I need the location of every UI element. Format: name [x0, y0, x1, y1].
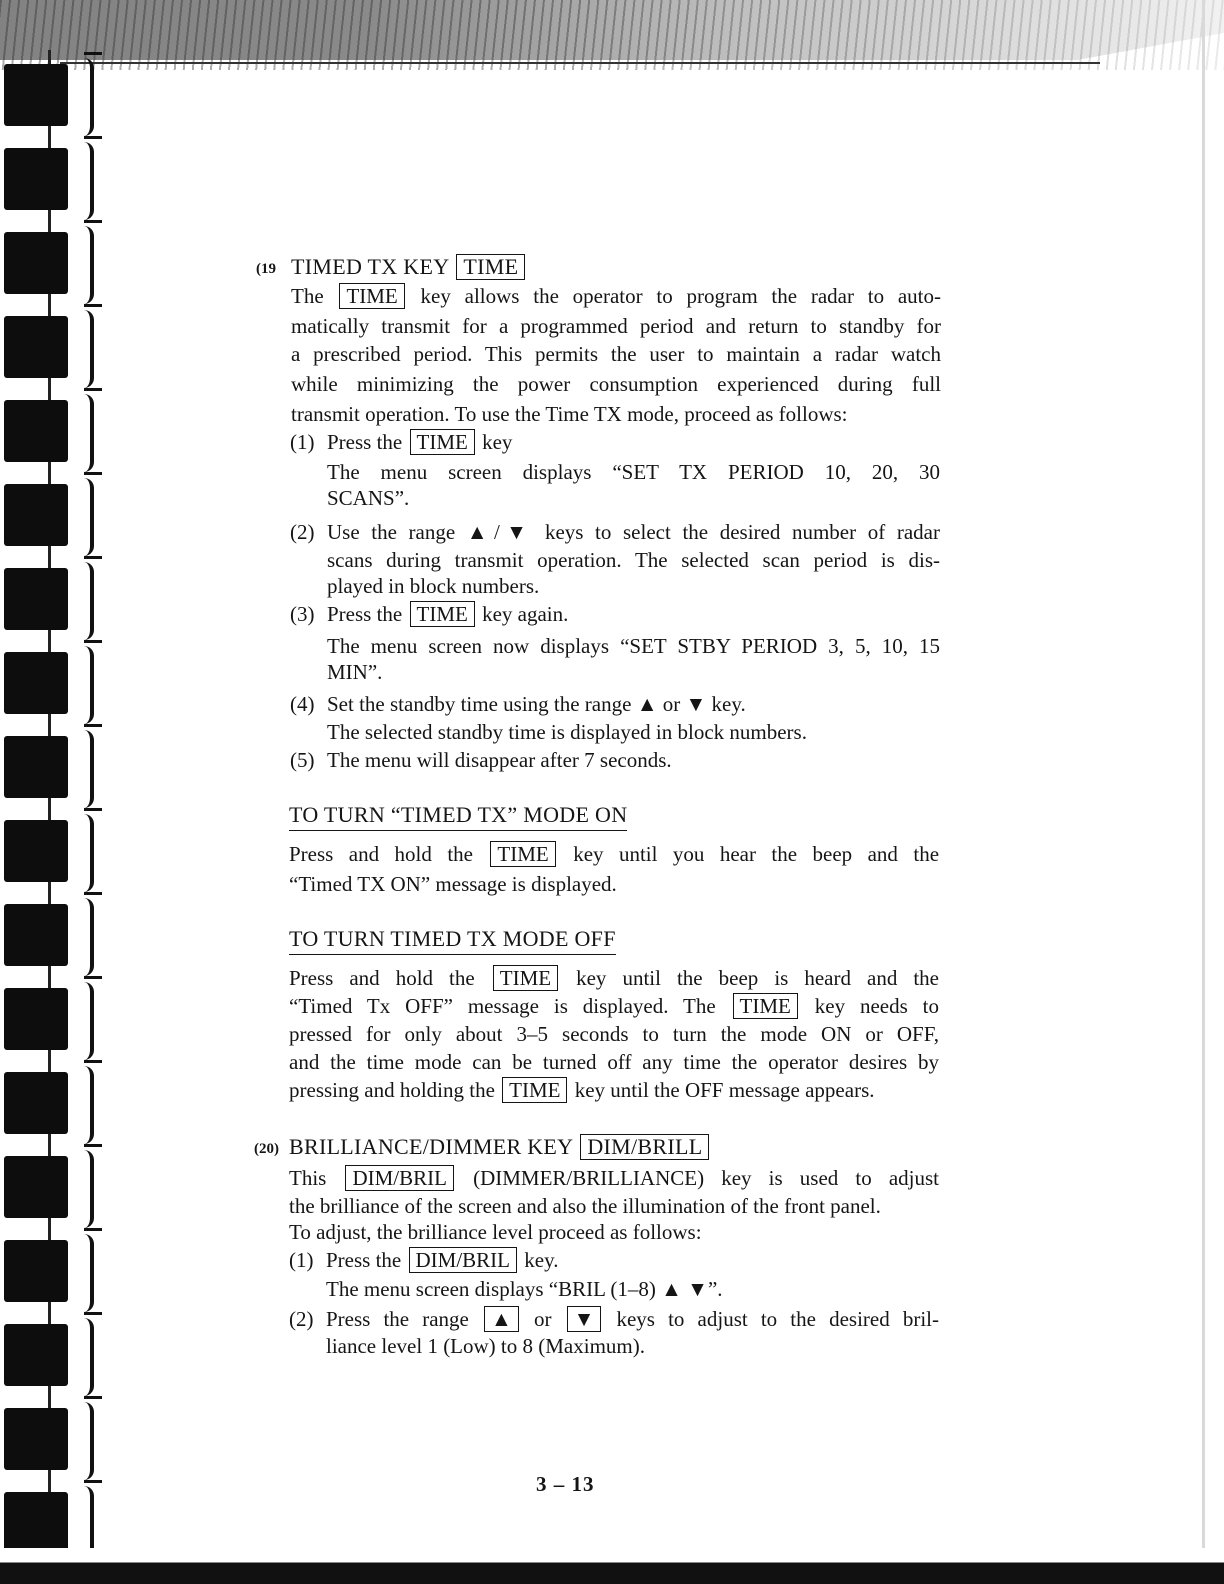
- text: key needs to: [814, 994, 940, 1018]
- text: The: [291, 284, 324, 308]
- text: (DIMMER/BRILLIANCE) key is used to adjust: [473, 1166, 940, 1190]
- step-5-number: (5): [290, 748, 315, 772]
- step-2-number: (2): [290, 520, 315, 544]
- page-number: 3 – 13: [536, 1472, 595, 1496]
- section-19-number: (19: [256, 261, 276, 277]
- turn-off-line-3: pressed for only about 3–5 seconds to turn the mode ON or OFF,: [289, 1022, 939, 1046]
- time-key-label: TIME: [410, 601, 475, 627]
- up-key-label: ▲: [484, 1306, 519, 1332]
- text: key allows the operator to program the radar to auto-: [420, 284, 942, 308]
- text: Press the range: [326, 1307, 469, 1331]
- turn-off-line-1: [289, 964, 939, 993]
- section-19-heading: [291, 254, 527, 280]
- step-1-desc-2: SCANS”.: [327, 486, 410, 510]
- turn-off-line-5: [289, 1076, 875, 1105]
- intro-line-3: a prescribed period. This permits the user to maintain a radar watch: [291, 342, 941, 366]
- section-20-line-1: [289, 1164, 939, 1193]
- text: key until the beep is heard and the: [576, 966, 940, 990]
- text: “Timed Tx OFF” message is displayed. The: [289, 994, 716, 1018]
- step-4-line-2: The selected standby time is displayed in block numbers.: [327, 720, 807, 744]
- text: Press the: [327, 430, 403, 454]
- time-key-label: TIME: [339, 283, 404, 309]
- text: or: [533, 1307, 552, 1331]
- step-4-line-1: Set the standby time using the range ▲ or ▼ key.: [327, 692, 746, 716]
- step-3-desc-1: The menu screen now displays “SET STBY PERIOD 3, 5, 10, 15: [327, 634, 940, 658]
- s20-step-1-number: (1): [289, 1248, 314, 1272]
- text: This: [289, 1166, 327, 1190]
- time-key-label: TIME: [493, 965, 558, 991]
- section-20-number: (20): [254, 1141, 279, 1157]
- step-1-line: [327, 428, 512, 457]
- intro-line-2: matically transmit for a programmed period and return to standby for: [291, 314, 941, 338]
- turn-off-heading: [289, 926, 616, 952]
- s20-step-2-line-1: [326, 1305, 939, 1334]
- section-20-heading: [289, 1134, 711, 1160]
- turn-on-line-1: [289, 840, 939, 869]
- text: keys to adjust to the desired bril-: [616, 1307, 940, 1331]
- text: Press and hold the: [289, 842, 473, 866]
- turn-off-heading-text: TO TURN TIMED TX MODE OFF: [289, 926, 616, 955]
- intro-line-5: transmit operation. To use the Time TX mode, proceed as follows:: [291, 402, 848, 426]
- step-5-line-1: The menu will disappear after 7 seconds.: [327, 748, 672, 772]
- turn-on-line-2: “Timed TX ON” message is displayed.: [289, 872, 617, 896]
- dim-brill-key-label: DIM/BRILL: [580, 1134, 709, 1160]
- text: key again.: [482, 602, 569, 626]
- text: Press and hold the: [289, 966, 475, 990]
- step-2-line-2: scans during transmit operation. The selected scan period is dis-: [327, 548, 940, 572]
- text: key.: [524, 1248, 559, 1272]
- text: Press the: [326, 1248, 402, 1272]
- turn-off-line-4: and the time mode can be turned off any time the operator desires by: [289, 1050, 939, 1074]
- time-key-label: TIME: [733, 993, 798, 1019]
- turn-on-heading-text: TO TURN “TIMED TX” MODE ON: [289, 802, 627, 831]
- s20-step-1-desc: The menu screen displays “BRIL (1–8) ▲ ▼”.: [326, 1277, 723, 1301]
- text: Press the: [327, 602, 403, 626]
- turn-off-line-2: [289, 992, 939, 1021]
- section-19-title: TIMED TX KEY: [291, 254, 449, 279]
- dim-bril-key-label: DIM/BRIL: [409, 1247, 518, 1273]
- step-3-desc-2: MIN”.: [327, 660, 383, 684]
- step-2-line-3: played in block numbers.: [327, 574, 540, 598]
- section-20-line-2: the brilliance of the screen and also the illumination of the front panel.: [289, 1194, 881, 1218]
- section-20-line-3: To adjust, the brilliance level proceed as follows:: [289, 1220, 702, 1244]
- step-4-number: (4): [290, 692, 315, 716]
- text: key until the OFF message appears.: [574, 1078, 875, 1102]
- intro-line-4: while minimizing the power consumption experienced during full: [291, 372, 941, 396]
- section-20-title: BRILLIANCE/DIMMER KEY: [289, 1134, 573, 1159]
- time-key-label: TIME: [502, 1077, 567, 1103]
- time-key-label: TIME: [490, 841, 555, 867]
- step-1-desc-1: The menu screen displays “SET TX PERIOD 10, 20, 30: [327, 460, 940, 484]
- text: pressing and holding the: [289, 1078, 495, 1102]
- step-2-line-1: Use the range ▲/▼ keys to select the desired number of radar: [327, 520, 940, 544]
- intro-line-1: [291, 282, 941, 311]
- time-key-label: TIME: [456, 254, 525, 280]
- time-key-label: TIME: [410, 429, 475, 455]
- s20-step-2-number: (2): [289, 1307, 314, 1331]
- dim-bril-key-label: DIM/BRIL: [345, 1165, 454, 1191]
- step-1-number: (1): [290, 430, 315, 454]
- text: key until you hear the beep and the: [573, 842, 940, 866]
- step-3-number: (3): [290, 602, 315, 626]
- turn-on-heading: [289, 802, 627, 828]
- s20-step-2-line-2: liance level 1 (Low) to 8 (Maximum).: [326, 1334, 645, 1358]
- s20-step-1-line: [326, 1246, 558, 1275]
- down-key-label: ▼: [567, 1306, 602, 1332]
- step-3-line: [327, 600, 568, 629]
- text: key: [482, 430, 513, 454]
